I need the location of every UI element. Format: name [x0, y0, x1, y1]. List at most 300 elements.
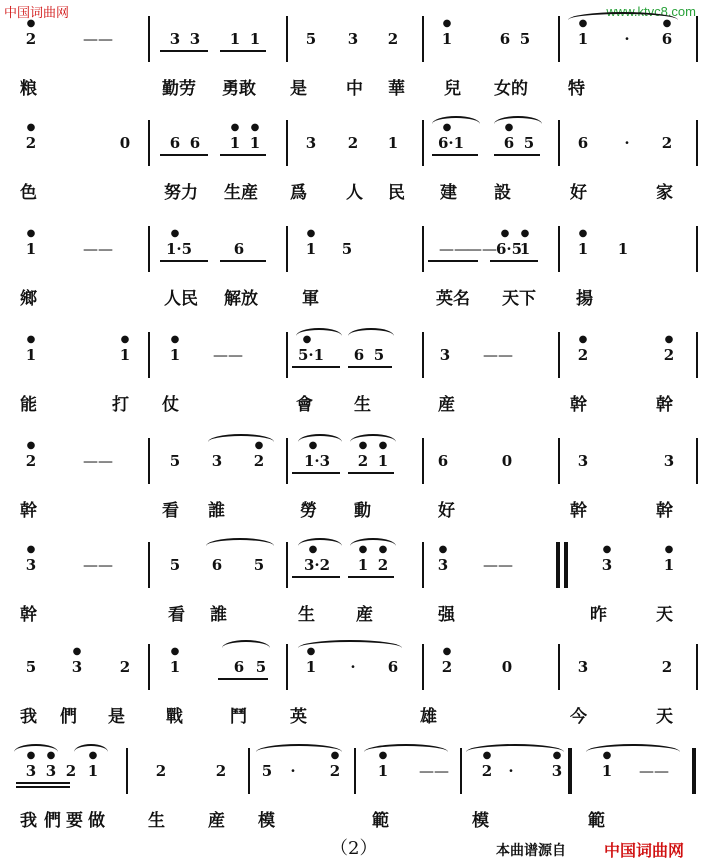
note: 2: [441, 658, 453, 676]
double-barline: [568, 748, 572, 794]
octave-dot-above: ●: [306, 228, 316, 239]
lyric-word: 解放: [224, 289, 258, 309]
note: 0: [119, 134, 131, 152]
barline: [148, 332, 150, 378]
octave-dot-above: ●: [552, 750, 562, 761]
beam-line: [160, 260, 208, 262]
barline: [286, 226, 288, 272]
octave-dot-above: ●: [250, 122, 260, 133]
note: 5: [523, 134, 535, 152]
octave-dot-above: ●: [72, 646, 82, 657]
octave-dot-above: ●: [26, 440, 36, 451]
watermark-top-left: 中国词曲网: [4, 5, 70, 20]
note: 2: [481, 762, 493, 780]
octave-dot-above: ●: [308, 440, 318, 451]
note: 2: [155, 762, 167, 780]
note: 5: [373, 346, 385, 364]
note: 1: [25, 240, 37, 258]
slur-arc: [350, 538, 396, 554]
barline: [422, 332, 424, 378]
note: 2: [357, 452, 369, 470]
lyric-word: 生: [298, 605, 315, 625]
double-barline: [556, 542, 560, 588]
lyric-word: 打: [112, 395, 129, 415]
note: 6: [503, 134, 515, 152]
barline: [126, 748, 128, 794]
lyric-word: 看: [168, 605, 185, 625]
lyric-word: 要: [66, 811, 83, 831]
lyric-word: 生産: [224, 183, 258, 203]
note: 5: [253, 556, 265, 574]
slur-arc: [14, 744, 58, 760]
note: 6: [437, 452, 449, 470]
note: 1: [249, 30, 261, 48]
note: 6: [577, 134, 589, 152]
sustain-dash: ——: [83, 556, 113, 574]
lyric-word: 英名: [436, 289, 470, 309]
lyric-word: 華: [388, 79, 405, 99]
slur-arc: [222, 640, 270, 656]
lyric-word: 産: [438, 395, 455, 415]
barline: [558, 438, 560, 484]
note: 1: [577, 30, 589, 48]
score-line: [8, 740, 698, 840]
page-number: （2）: [330, 838, 378, 859]
note: 6·1: [438, 134, 465, 152]
slur-arc: [74, 744, 108, 760]
beam-line: [220, 50, 266, 52]
notation-row: [8, 324, 698, 386]
octave-dot-above: ●: [664, 334, 674, 345]
sustain-dash: ——: [83, 240, 113, 258]
note: 0: [501, 658, 513, 676]
lyric-word: 兒: [444, 79, 461, 99]
note: 2: [377, 556, 389, 574]
slur-arc: [466, 744, 564, 760]
octave-dot-above: ●: [378, 544, 388, 555]
lyric-word: 天: [656, 605, 673, 625]
barline: [286, 542, 288, 588]
barline: [422, 542, 424, 588]
notation-row: [8, 430, 698, 492]
note: 5: [25, 658, 37, 676]
octave-dot-above: ●: [504, 122, 514, 133]
slur-arc: [348, 328, 394, 344]
lyrics-row: [8, 492, 698, 522]
lyric-word: 好: [570, 183, 587, 203]
beam-line: [220, 260, 266, 262]
score-line: [8, 636, 698, 736]
note: 1: [601, 762, 613, 780]
note: 1·3: [304, 452, 331, 470]
barline: [422, 644, 424, 690]
barline: [148, 120, 150, 166]
barline: [148, 542, 150, 588]
notation-row: [8, 112, 698, 174]
note: 3: [601, 556, 613, 574]
lyric-word: 好: [438, 501, 455, 521]
octave-dot-above: ●: [26, 544, 36, 555]
slur-arc: [586, 744, 680, 760]
lyric-word: 勇敢: [222, 79, 256, 99]
octave-dot-above: ●: [438, 544, 448, 555]
barline: [558, 120, 560, 166]
notation-row: [8, 636, 698, 698]
lyric-word: 能: [20, 395, 37, 415]
second-beam-line: [16, 786, 70, 788]
sustain-dash: ——: [213, 346, 243, 364]
lyric-word: 人民: [164, 289, 198, 309]
beam-line: [432, 154, 478, 156]
barline: [148, 16, 150, 62]
lyric-word: 雄: [420, 707, 437, 727]
octave-dot-above: ●: [170, 228, 180, 239]
lyric-word: 努力: [164, 183, 198, 203]
lyric-word: 我: [20, 811, 37, 831]
note: 5·1: [298, 346, 325, 364]
octave-dot-above: ●: [664, 544, 674, 555]
lyric-word: 幹: [570, 395, 587, 415]
slur-arc: [364, 744, 448, 760]
lyric-word: 是: [108, 707, 125, 727]
note: 1: [169, 346, 181, 364]
note: 2: [329, 762, 341, 780]
note: 1: [305, 658, 317, 676]
octave-dot-above: ●: [378, 440, 388, 451]
lyric-word: 天: [656, 707, 673, 727]
note: 1: [229, 30, 241, 48]
note: ·: [624, 30, 630, 48]
note: 1: [441, 30, 453, 48]
sustain-dash: ——: [419, 762, 449, 780]
lyric-word: 幹: [20, 501, 37, 521]
note: 2: [577, 346, 589, 364]
barline: [286, 120, 288, 166]
note: 6·5: [496, 240, 523, 258]
slur-arc: [494, 116, 542, 132]
barline: [422, 120, 424, 166]
lyric-word: 女的: [494, 79, 528, 99]
barline: [422, 438, 424, 484]
beam-line: [160, 50, 208, 52]
lyric-word: 産: [208, 811, 225, 831]
note: 3: [169, 30, 181, 48]
sustain-dash: ——: [639, 762, 669, 780]
octave-dot-above: ●: [330, 750, 340, 761]
score-line: [8, 430, 698, 530]
note: 2: [215, 762, 227, 780]
note: 2: [25, 30, 37, 48]
lyric-word: 强: [438, 605, 455, 625]
note: 2: [661, 134, 673, 152]
octave-dot-above: ●: [358, 544, 368, 555]
lyric-word: 今: [570, 707, 587, 727]
watermark-bottom-right: 中国词曲网: [604, 841, 685, 860]
beam-line: [292, 472, 340, 474]
note: 2: [347, 134, 359, 152]
note: 1: [577, 240, 589, 258]
slur-arc: [256, 744, 342, 760]
note: ·: [508, 762, 514, 780]
note: 3: [551, 762, 563, 780]
note: 6: [353, 346, 365, 364]
octave-dot-above: ●: [442, 646, 452, 657]
sustain-dash: ——: [467, 240, 497, 258]
octave-dot-above: ●: [26, 750, 36, 761]
note: 1: [25, 346, 37, 364]
lyric-word: 動: [354, 501, 371, 521]
beam-line: [292, 576, 340, 578]
octave-dot-above: ●: [482, 750, 492, 761]
note: 1·5: [166, 240, 193, 258]
lyrics-row: [8, 70, 698, 100]
barline: [286, 644, 288, 690]
double-barline: [564, 542, 568, 588]
sustain-dash: ——: [83, 30, 113, 48]
note: 2: [663, 346, 675, 364]
note: 1: [119, 346, 131, 364]
octave-dot-above: ●: [302, 334, 312, 345]
lyrics-row: [8, 596, 698, 626]
slur-arc: [350, 434, 396, 450]
beam-line: [348, 366, 392, 368]
note: 6: [499, 30, 511, 48]
lyric-word: 幹: [656, 395, 673, 415]
lyric-word: 範: [588, 811, 605, 831]
note: 1: [357, 556, 369, 574]
note: 6: [233, 240, 245, 258]
note: 1: [87, 762, 99, 780]
note: 5: [169, 452, 181, 470]
note: 3: [663, 452, 675, 470]
note: 0: [501, 452, 513, 470]
barline: [422, 16, 424, 62]
note: 3: [577, 452, 589, 470]
note: 2: [25, 134, 37, 152]
lyric-word: 幹: [656, 501, 673, 521]
note: 1: [663, 556, 675, 574]
source-note: 本曲谱源自: [496, 843, 566, 859]
lyrics-row: [8, 174, 698, 204]
barline: [558, 644, 560, 690]
note: 6: [661, 30, 673, 48]
lyric-word: 軍: [302, 289, 319, 309]
barline: [696, 332, 698, 378]
sustain-dash: ——: [439, 240, 469, 258]
octave-dot-above: ●: [26, 122, 36, 133]
barline: [558, 332, 560, 378]
lyric-word: 誰: [210, 605, 227, 625]
beam-line: [220, 154, 266, 156]
octave-dot-above: ●: [578, 334, 588, 345]
lyric-word: 做: [88, 811, 105, 831]
octave-dot-above: ●: [26, 18, 36, 29]
score-line: [8, 112, 698, 212]
barline: [354, 748, 356, 794]
beam-line: [428, 260, 478, 262]
note: 1: [377, 452, 389, 470]
note: 6: [233, 658, 245, 676]
note: 1: [305, 240, 317, 258]
barline: [148, 438, 150, 484]
note: 2: [661, 658, 673, 676]
beam-line: [494, 154, 540, 156]
octave-dot-above: ●: [442, 18, 452, 29]
barline: [696, 120, 698, 166]
barline: [148, 226, 150, 272]
octave-dot-above: ●: [500, 228, 510, 239]
lyric-word: 産: [356, 605, 373, 625]
notation-row: [8, 218, 698, 280]
sustain-dash: ——: [483, 346, 513, 364]
note: 3: [189, 30, 201, 48]
octave-dot-above: ●: [306, 646, 316, 657]
note: 3: [437, 556, 449, 574]
note: 2: [119, 658, 131, 676]
barline: [286, 16, 288, 62]
barline: [148, 644, 150, 690]
barline: [460, 748, 462, 794]
note: 1: [249, 134, 261, 152]
note: 2: [65, 762, 77, 780]
barline: [286, 332, 288, 378]
note: ·: [350, 658, 356, 676]
notation-row: [8, 8, 698, 70]
beam-line: [160, 154, 208, 156]
lyric-word: 建: [440, 183, 457, 203]
note: 2: [25, 452, 37, 470]
slur-arc: [432, 116, 480, 132]
barline: [558, 16, 560, 62]
octave-dot-above: ●: [170, 334, 180, 345]
note: 3: [45, 762, 57, 780]
note: 5: [169, 556, 181, 574]
lyric-word: 戰: [166, 707, 183, 727]
lyric-word: 勞: [300, 501, 317, 521]
slur-arc: [298, 434, 342, 450]
slur-arc: [208, 434, 274, 450]
slur-arc: [298, 538, 342, 554]
beam-line: [218, 678, 268, 680]
lyrics-row: [8, 280, 698, 310]
lyric-word: 幹: [20, 605, 37, 625]
lyric-word: 設: [494, 183, 511, 203]
octave-dot-above: ●: [26, 228, 36, 239]
note: 3: [25, 762, 37, 780]
lyrics-row: [8, 802, 698, 832]
octave-dot-above: ●: [662, 18, 672, 29]
note: 3: [25, 556, 37, 574]
lyric-word: 們: [44, 811, 61, 831]
beam-line: [348, 576, 394, 578]
lyric-word: 仗: [162, 395, 179, 415]
barline: [558, 226, 560, 272]
lyric-word: 是: [290, 79, 307, 99]
octave-dot-above: ●: [578, 18, 588, 29]
note: 6: [211, 556, 223, 574]
octave-dot-above: ●: [46, 750, 56, 761]
note: 1: [387, 134, 399, 152]
note: 3: [211, 452, 223, 470]
octave-dot-above: ●: [520, 228, 530, 239]
note: 6: [387, 658, 399, 676]
octave-dot-above: ●: [254, 440, 264, 451]
octave-dot-above: ●: [578, 228, 588, 239]
barline: [696, 226, 698, 272]
barline: [696, 644, 698, 690]
barline: [696, 438, 698, 484]
note: 3: [439, 346, 451, 364]
note: 2: [387, 30, 399, 48]
octave-dot-above: ●: [120, 334, 130, 345]
lyric-word: 誰: [208, 501, 225, 521]
note: 6: [189, 134, 201, 152]
barline: [422, 226, 424, 272]
lyric-word: 們: [60, 707, 77, 727]
beam-line: [490, 260, 538, 262]
note: 3·2: [304, 556, 331, 574]
lyric-word: 揚: [576, 289, 593, 309]
octave-dot-above: ●: [378, 750, 388, 761]
note: 1: [229, 134, 241, 152]
slur-arc: [568, 12, 678, 28]
lyric-word: 勤劳: [162, 79, 196, 99]
lyric-word: 會: [296, 395, 313, 415]
octave-dot-above: ●: [88, 750, 98, 761]
octave-dot-above: ●: [308, 544, 318, 555]
score-line: [8, 218, 698, 318]
note: 3: [577, 658, 589, 676]
beam-line: [292, 366, 340, 368]
lyric-word: 色: [20, 183, 37, 203]
note: ·: [624, 134, 630, 152]
lyric-word: 我: [20, 707, 37, 727]
lyric-word: 家: [656, 183, 673, 203]
octave-dot-above: ●: [602, 544, 612, 555]
note: 3: [305, 134, 317, 152]
note: 5: [255, 658, 267, 676]
note: 1: [377, 762, 389, 780]
note: ·: [290, 762, 296, 780]
octave-dot-above: ●: [358, 440, 368, 451]
note: 1: [519, 240, 531, 258]
barline: [696, 16, 698, 62]
lyric-word: 生: [354, 395, 371, 415]
octave-dot-above: ●: [442, 122, 452, 133]
slur-arc: [298, 640, 402, 656]
lyric-word: 生: [148, 811, 165, 831]
lyric-word: 鄉: [20, 289, 37, 309]
note: 2: [253, 452, 265, 470]
note: 5: [341, 240, 353, 258]
note: 3: [71, 658, 83, 676]
slur-arc: [206, 538, 274, 554]
lyric-word: 模: [258, 811, 275, 831]
beam-line: [16, 782, 70, 784]
octave-dot-above: ●: [602, 750, 612, 761]
note: 3: [347, 30, 359, 48]
lyric-word: 幹: [570, 501, 587, 521]
lyric-word: 範: [372, 811, 389, 831]
octave-dot-above: ●: [26, 334, 36, 345]
slur-arc: [296, 328, 342, 344]
sustain-dash: ——: [83, 452, 113, 470]
notation-row: [8, 740, 698, 802]
lyrics-row: [8, 698, 698, 728]
score-line: [8, 8, 698, 108]
lyric-word: 天下: [502, 289, 536, 309]
score-line: [8, 534, 698, 634]
